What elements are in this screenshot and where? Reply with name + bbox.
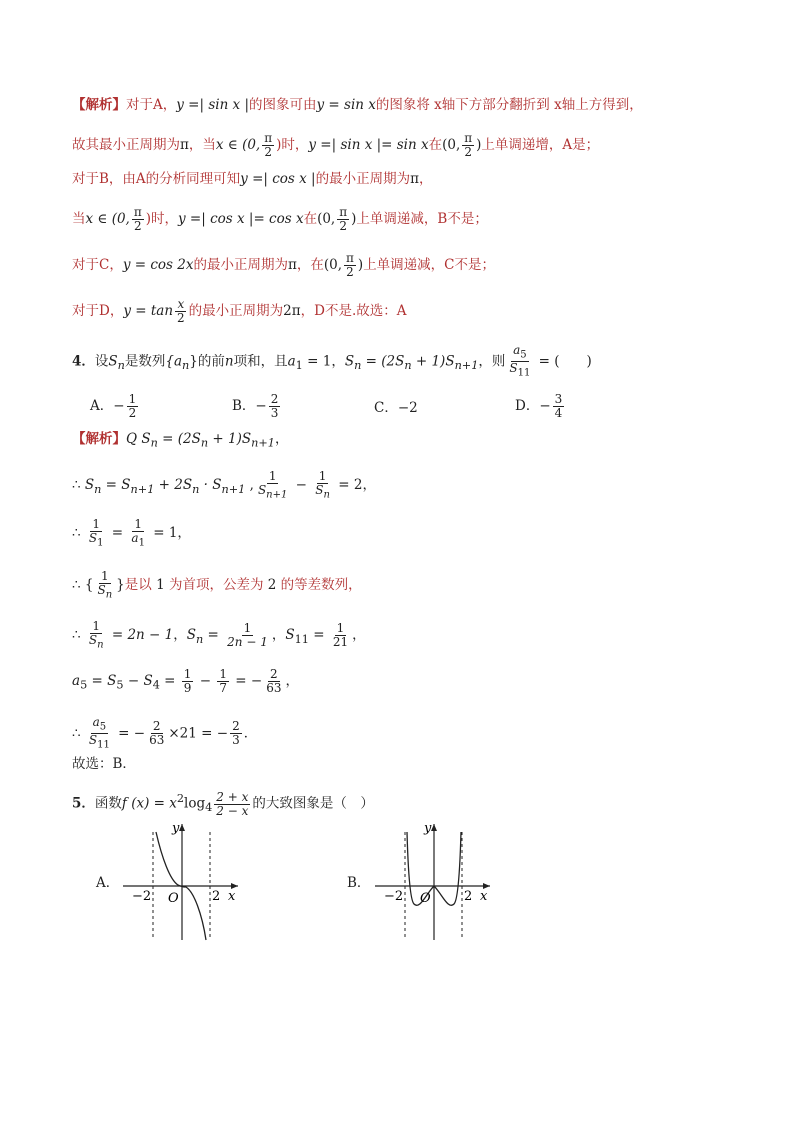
sol4-line-7: ∴ $\frac{a_5}{S_{11}}$ = − $\frac{2}{63}$ ×21 = − $\frac{2}{3}$ ． <box>72 715 258 751</box>
y-axis-arrow <box>179 824 185 831</box>
graph-A-label[interactable]: A． <box>96 875 120 891</box>
origin-label: O <box>420 891 431 906</box>
analysis-tag: 【解析】 <box>72 431 126 447</box>
fraction-pi-2: $\frac{\pi}{2}$ <box>339 205 348 233</box>
graph-A[interactable] <box>118 818 248 943</box>
y-label: y <box>424 821 432 836</box>
tick-minus-2: −2 <box>384 889 404 904</box>
sol4-line-6: $a_5 = S_5 - S_4$ = $\frac{1}{9}$ − $\frac{1}{7}$ = − $\frac{2}{63}$ ， <box>72 667 299 695</box>
tick-2: 2 <box>464 889 473 904</box>
option-B[interactable]: B．− $\frac{2}{3}$ <box>232 392 279 420</box>
fraction-pi-2: $\frac{\pi}{2}$ <box>464 131 473 159</box>
sol3-line-2: 故其最小正周期为π，当x ∈ (0, $\frac{\pi}{2}$ )时，y =| sin x |= sin x在(0, $\frac{\pi}{2}$ )上单调递增，A是； <box>72 131 600 159</box>
tick-minus-2: −2 <box>132 889 152 904</box>
analysis-tag: 【解析】 <box>72 97 126 113</box>
sol3-line-3: 对于B，由A的分析同理可知y =| cos x |的最小正周期为π， <box>72 171 433 187</box>
sol3-line-4: 当x ∈ (0, $\frac{\pi}{2}$ )时，y =| cos x |= cos x在(0, $\frac{\pi}{2}$ )上单调递减，B不是； <box>72 205 488 233</box>
fraction-a5-s11: $\frac{a_5}{S_{11}}$ <box>509 343 531 379</box>
sol4-line-2: ∴ $S_n = S_{n+1} + 2S_n \cdot S_{n+1}$ , $\frac{1}{S_{n+1}}$ − $\frac{1}{S_n}$ = 2， <box>72 469 376 501</box>
x-label: x <box>480 889 488 904</box>
graph-B-label[interactable]: B． <box>347 875 371 891</box>
sol4-line-3: ∴ $\frac{1}{S_1}$ = $\frac{1}{a_1}$ = 1， <box>72 517 191 549</box>
sol4-answer: 故选：B． <box>72 756 136 772</box>
x-label: x <box>228 889 236 904</box>
tick-2: 2 <box>212 889 221 904</box>
sol4-line-5: ∴ $\frac{1}{S_n}$ = 2n − 1，$S_n$ = $\frac{1}{2n - 1}$ ，$S_{11}$ = $\frac{1}{21}$ ， <box>72 619 366 651</box>
sol4-line-4: ∴ { $\frac{1}{S_n}$ }是以 1 为首项，公差为 2 的等差数列， <box>72 569 362 601</box>
sol3-line-6: 对于D，y = tan $\frac{x}{2}$ 的最小正周期为2π，D不是.故选：A <box>72 297 407 325</box>
option-D[interactable]: D．− $\frac{3}{4}$ <box>515 392 563 420</box>
fraction-pi-2: $\frac{\pi}{2}$ <box>133 205 142 233</box>
y-axis-arrow <box>431 824 437 831</box>
y-label: y <box>172 821 180 836</box>
graph-B[interactable] <box>370 818 500 943</box>
fraction-pi-2: $\frac{\pi}{2}$ <box>264 131 273 159</box>
sol4-line-1: 【解析】Q $S_n = (2S_n + 1)S_{n+1}$， <box>72 431 289 450</box>
fraction-pi-2: $\frac{\pi}{2}$ <box>346 251 354 279</box>
question-5: 5．函数f $(x) = x^2\log_4$ $\frac{2 + x}{2 - x}$ 的大致图象是（ ） <box>72 789 374 818</box>
option-C[interactable]: C．−2 <box>374 400 418 416</box>
sol3-line-1: 【解析】对于A，y =| sin x |的图象可由y = sin x的图象将 x轴下方部分翻折到 x轴上方得到， <box>72 97 643 113</box>
question-4: 4．设$S_n$是数列$\{a_n\}$的前n项和，且$a_1 = 1$，$S_n = (2S_n + 1)S_{n+1}$，则 $\frac{a_5}{S_{11}}$ = ( ) <box>72 343 592 379</box>
option-A[interactable]: A．− $\frac{1}{2}$ <box>90 392 137 420</box>
origin-label: O <box>168 891 179 906</box>
sol3-line-5: 对于C，y = cos 2x的最小正周期为π，在(0, $\frac{\pi}{2}$ )上单调递减，C不是； <box>72 251 496 279</box>
fraction-x-2: $\frac{x}{2}$ <box>177 297 185 325</box>
